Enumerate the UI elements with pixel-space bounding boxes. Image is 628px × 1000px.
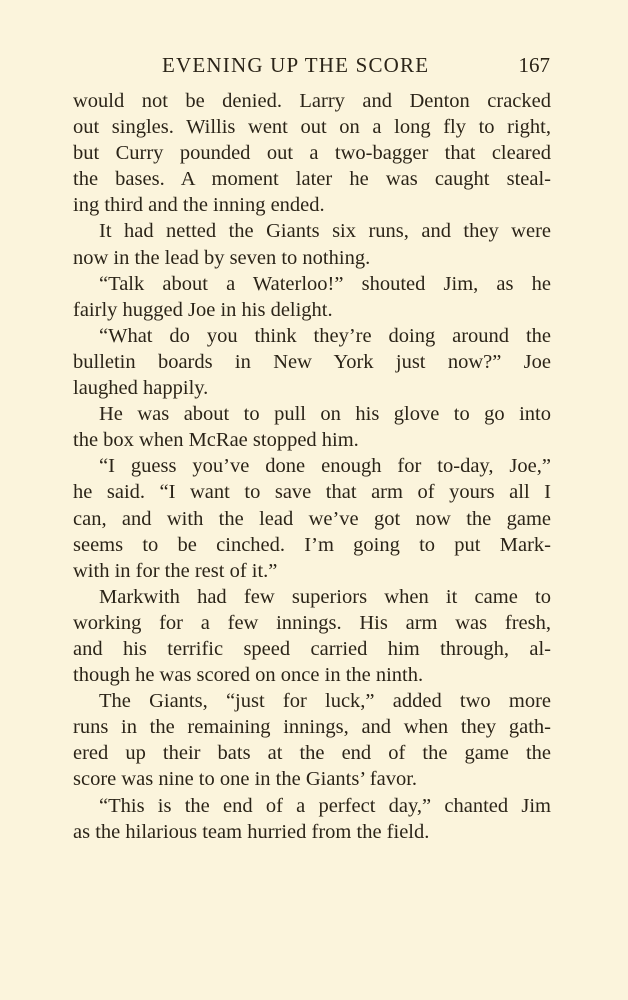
text-line: out singles. Willis went out on a long fly to right, (73, 116, 551, 139)
text-line: ered up their bats at the end of the game the (73, 742, 551, 765)
text-line: He was about to pull on his glove to go into (99, 403, 551, 426)
text-line: with in for the rest of it.” (73, 559, 278, 582)
text-line: working for a few innings. His arm was fresh, (73, 611, 551, 634)
text-line: seems to be cinched. I’m going to put Mark- (73, 533, 551, 556)
text-line: “This is the end of a perfect day,” chanted Jim (99, 794, 551, 817)
text-line: laughed happily. (73, 377, 209, 400)
body-text (73, 88, 551, 845)
page-header (72, 50, 550, 80)
text-line: Markwith had few superiors when it came to (99, 585, 551, 608)
text-line: but Curry pounded out a two-bagger that cleared (73, 142, 551, 165)
text-line: would not be denied. Larry and Denton cracked (73, 90, 551, 112)
running-head: EVENING UP THE SCORE (162, 53, 430, 77)
text-line: the bases. A moment later he was caught steal- (73, 168, 551, 191)
text-line: The Giants, “just for luck,” added two more (99, 690, 551, 713)
text-line: as the hilarious team hurried from the field. (73, 820, 430, 843)
text-line: though he was scored on once in the ninth. (73, 664, 424, 687)
text-line: score was nine to one in the Giants’ favor. (73, 768, 418, 791)
text-line: ing third and the inning ended. (73, 194, 325, 217)
text-line: “I guess you’ve done enough for to-day, Joe,” (99, 455, 551, 478)
text-line: now in the lead by seven to nothing. (73, 246, 371, 269)
text-line: runs in the remaining innings, and when they gath- (73, 716, 551, 739)
text-line: fairly hugged Joe in his delight. (73, 298, 333, 321)
text-line: “Talk about a Waterloo!” shouted Jim, as he (99, 272, 551, 295)
text-line: can, and with the lead we’ve got now the game (73, 507, 551, 530)
text-line: he said. “I want to save that arm of yours all I (73, 481, 551, 504)
text-line: It had netted the Giants six runs, and they were (99, 220, 551, 243)
text-line: the box when McRae stopped him. (73, 429, 359, 452)
text-line: bulletin boards in New York just now?” Joe (73, 350, 551, 373)
text-line: and his terrific speed carried him through, al- (73, 637, 551, 660)
text-line: “What do you think they’re doing around the (99, 324, 551, 347)
page-number: 167 (518, 53, 550, 77)
